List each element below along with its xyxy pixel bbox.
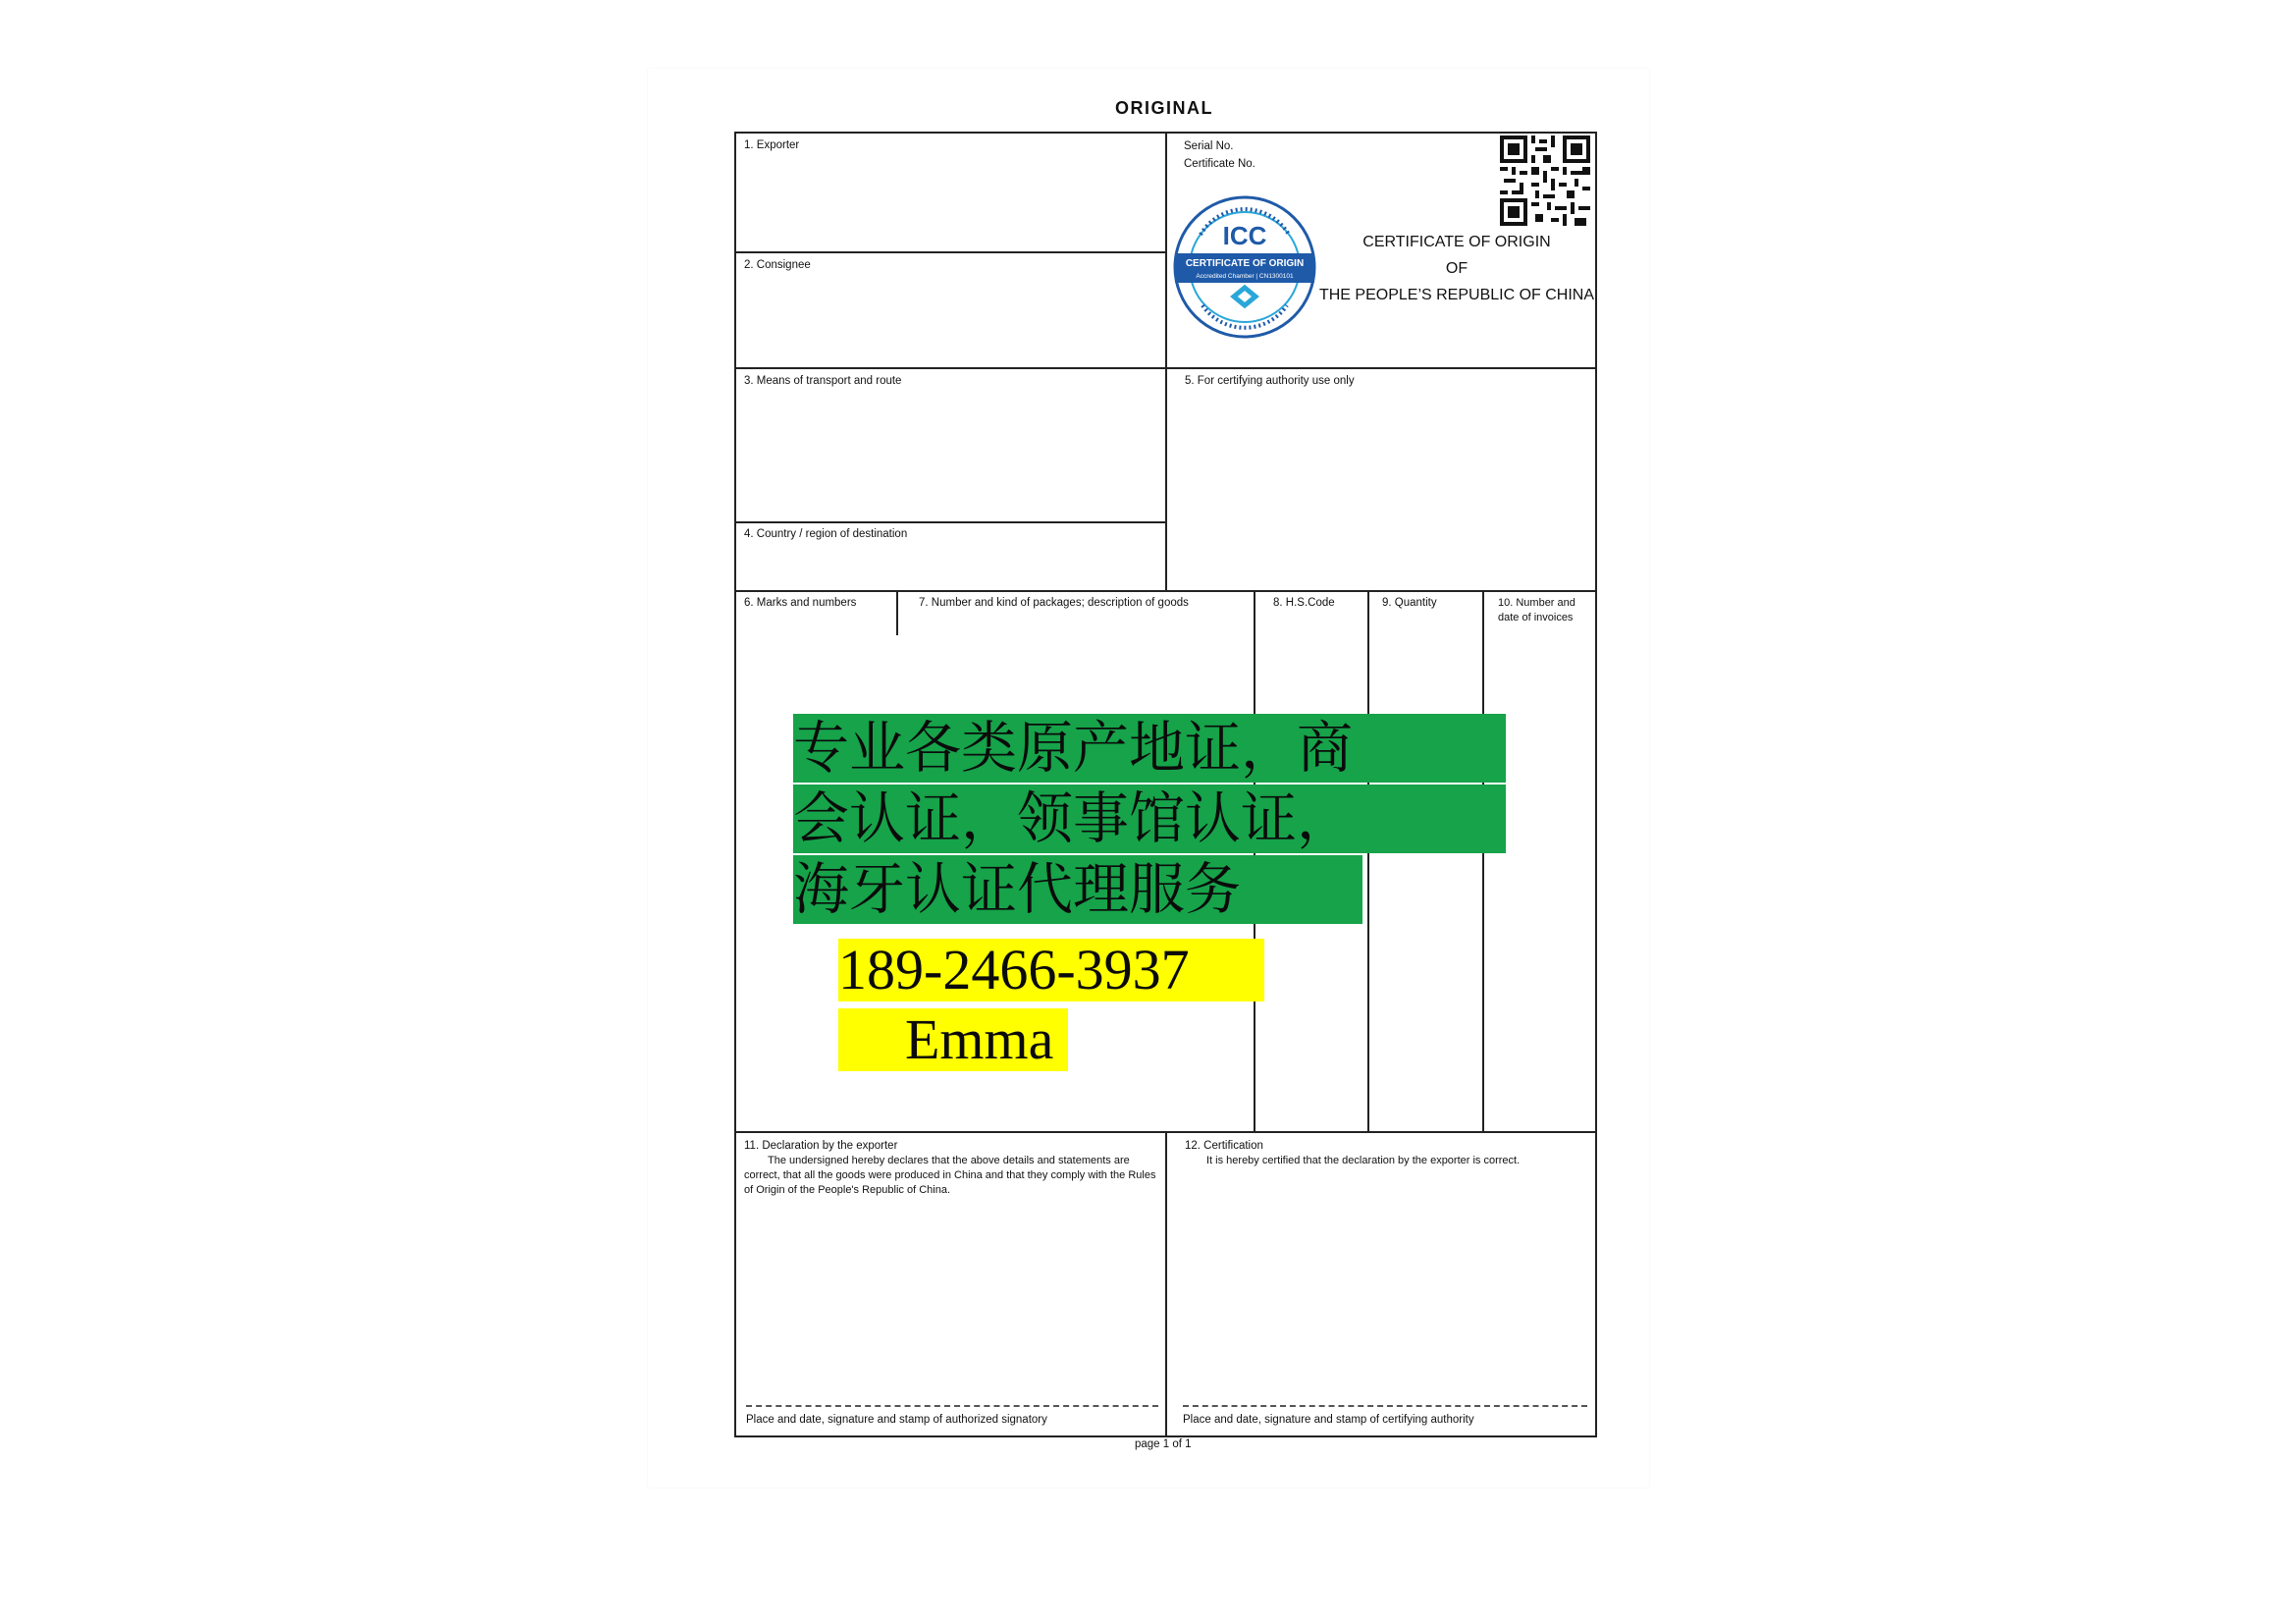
serial-label: Serial No.	[1184, 140, 1234, 152]
transport-label: 3. Means of transport and route	[744, 375, 902, 387]
quantity-label: 9. Quantity	[1382, 597, 1437, 609]
invoices-label: 10. Number and date of invoices	[1498, 597, 1575, 623]
signature-line-exporter	[746, 1405, 1158, 1407]
divider-quantity	[1367, 591, 1369, 1132]
page-number: page 1 of 1	[1135, 1438, 1192, 1450]
divider-invoices	[1482, 591, 1484, 1132]
declaration-title: 11. Declaration by the exporter	[744, 1140, 898, 1152]
contact-name-text: Emma	[905, 1007, 1054, 1071]
signatory-authority-label: Place and date, signature and stamp of certifying authority	[1183, 1414, 1474, 1426]
divider-marks	[896, 591, 898, 635]
destination-label: 4. Country / region of destination	[744, 528, 908, 540]
exporter-label: 1. Exporter	[744, 139, 800, 151]
certification-title: 12. Certification	[1185, 1140, 1263, 1152]
signature-line-authority	[1183, 1405, 1587, 1407]
hscode-label: 8. H.S.Code	[1273, 597, 1335, 609]
contact-name	[838, 1008, 1068, 1071]
certificate-title-line1: CERTIFICATE OF ORIGIN	[1362, 234, 1551, 250]
packages-label: 7. Number and kind of packages; description of goods	[919, 597, 1189, 609]
page-title: ORIGINAL	[1115, 98, 1213, 118]
divider-transport-destination	[734, 521, 1166, 523]
certifying-label: 5. For certifying authority use only	[1185, 375, 1355, 387]
svg-text:ICC: ICC	[1222, 221, 1267, 250]
marks-label: 6. Marks and numbers	[744, 597, 857, 609]
certification-text: It is hereby certified that the declaration by the exporter is correct.	[1206, 1155, 1521, 1166]
ad-line-3: 海牙认证代理服务	[793, 855, 1362, 924]
certificate-title-line3: THE PEOPLE’S REPUBLIC OF CHINA	[1318, 287, 1595, 303]
svg-text:CERTIFICATE OF ORIGIN: CERTIFICATE OF ORIGIN	[1185, 258, 1305, 269]
svg-text:Accredited Chamber | CN1300101: Accredited Chamber | CN1300101	[1196, 273, 1294, 280]
declaration-text: The undersigned hereby declares that the above details and statements are correct, that all the goods were produced in China and that they comply with the Rules of Origin of the People's Republic of China.	[744, 1155, 1156, 1196]
consignee-label: 2. Consignee	[744, 259, 811, 271]
ad-line-1: 专业各类原产地证，商	[793, 714, 1506, 783]
divider-goods-band	[734, 590, 1597, 592]
phone-number: 189-2466-3937	[838, 939, 1264, 1001]
divider-exporter-consignee	[734, 251, 1166, 253]
divider-upper-band	[734, 367, 1597, 369]
certificate-title-line2: OF	[1445, 260, 1468, 277]
ad-line-2: 会认证，领事馆认证，	[793, 785, 1506, 853]
qr-code-icon	[1500, 135, 1590, 226]
icc-badge	[1173, 195, 1316, 339]
signatory-exporter-label: Place and date, signature and stamp of authorized signatory	[746, 1414, 1047, 1426]
certificate-title	[1309, 229, 1604, 308]
certificate-number-label: Certificate No.	[1184, 158, 1255, 170]
divider-vertical-lower	[1165, 1132, 1167, 1436]
